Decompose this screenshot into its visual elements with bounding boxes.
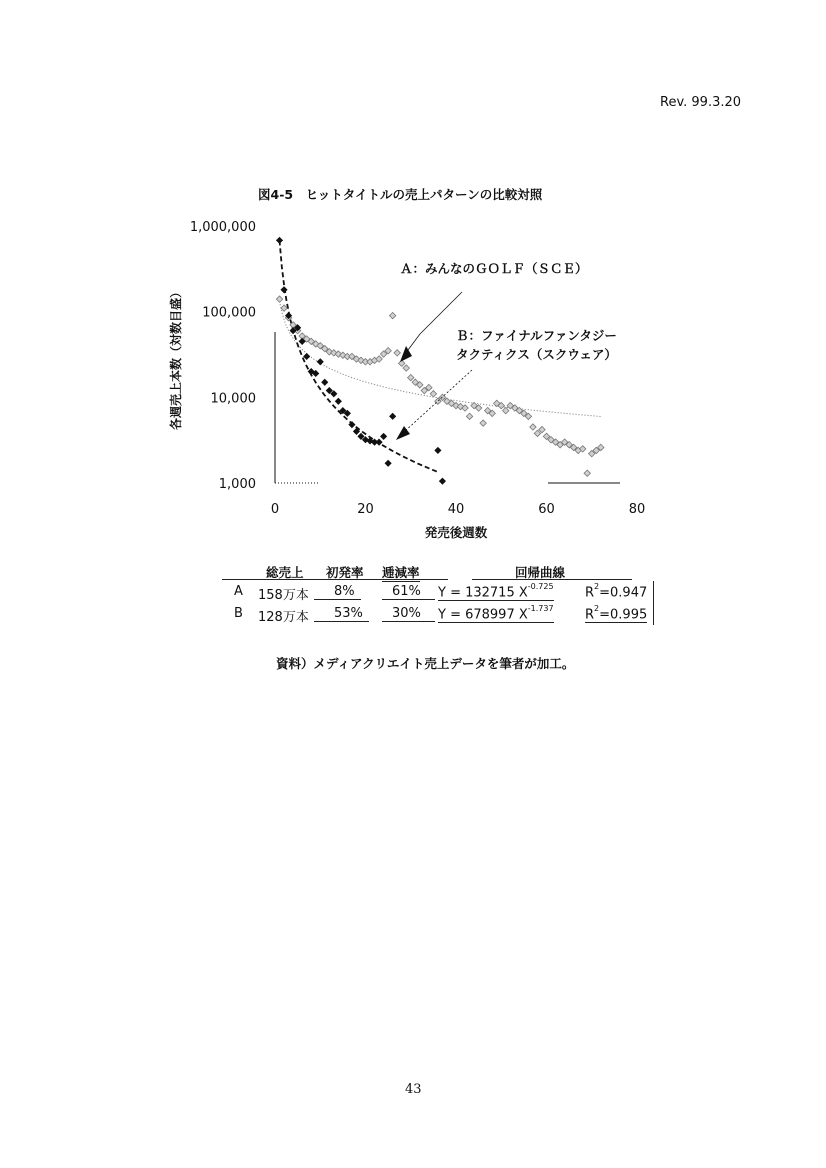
x-tick-label: 60 bbox=[538, 502, 555, 517]
figure-title: 図4-5 ヒットタイトルの売上パターンの比較対照 bbox=[258, 187, 543, 202]
stats-table bbox=[222, 563, 662, 627]
data-point-a bbox=[466, 413, 472, 419]
y-tick-label: 100,000 bbox=[202, 305, 256, 321]
row-a-initial: 8% bbox=[314, 584, 361, 600]
annotation-a-label: Ａ：みんなのＧＯＬＦ（ＳＣＥ） bbox=[400, 261, 588, 276]
data-point-a bbox=[480, 420, 486, 426]
row-b-r2: $R^2=0.995$ bbox=[585, 604, 648, 623]
data-point-b bbox=[439, 478, 445, 484]
row-b-equation: Y = 678997 $X^{-1.737}$ bbox=[438, 604, 554, 623]
y-tick-label: 1,000 bbox=[218, 477, 256, 492]
annotation-b-label-line1: Ｂ：ファイナルファンタジー bbox=[456, 328, 617, 343]
data-point-b bbox=[281, 287, 287, 293]
data-point-b bbox=[304, 353, 310, 359]
row-a-exponent: -0.725 bbox=[527, 582, 554, 591]
annotation-b-label-line2: タクティクス（スクウェア） bbox=[456, 347, 617, 362]
row-b-exponent: -1.737 bbox=[527, 604, 554, 613]
row-b-decay: 30% bbox=[382, 606, 435, 622]
data-point-b bbox=[358, 433, 364, 439]
data-point-a bbox=[503, 407, 509, 413]
data-point-a bbox=[403, 365, 409, 371]
source-note: 資料）メディアクリエイト売上データを筆者が加工。 bbox=[276, 656, 575, 671]
row-a-r2: $R^2=0.947$ bbox=[585, 582, 648, 601]
row-a-equation: Y = 132715 $X^{-0.725}$ bbox=[438, 582, 554, 601]
row-b-total: 128万本 bbox=[258, 610, 309, 625]
data-point-b bbox=[335, 398, 341, 404]
header-initial: 初発率 bbox=[326, 565, 364, 580]
x-tick-label: 80 bbox=[628, 502, 646, 517]
annotation-a-arrowhead bbox=[400, 346, 412, 362]
row-a-label: A bbox=[234, 584, 243, 599]
header-rule-right bbox=[472, 579, 632, 580]
data-point-b bbox=[381, 433, 387, 439]
row-a-decay: 61% bbox=[382, 584, 435, 600]
data-point-a bbox=[394, 350, 400, 356]
data-point-b bbox=[317, 359, 323, 365]
table-right-border bbox=[653, 581, 654, 625]
x-axis-label: 発売後週数 bbox=[424, 525, 488, 540]
x-tick-label: 20 bbox=[357, 502, 374, 517]
data-point-a bbox=[530, 424, 536, 430]
y-tick-label: 1,000,000 bbox=[189, 220, 256, 235]
header-decay: 逓減率 bbox=[382, 565, 420, 580]
row-b-label: B bbox=[234, 606, 243, 621]
data-point-a bbox=[276, 296, 282, 302]
data-point-a bbox=[539, 426, 545, 432]
x-tick-label: 0 bbox=[270, 502, 280, 517]
data-point-b bbox=[322, 379, 328, 385]
row-b-initial: 53% bbox=[314, 606, 369, 622]
data-point-a bbox=[389, 312, 395, 318]
y-tick-label: 10,000 bbox=[210, 391, 256, 407]
data-point-b bbox=[435, 447, 441, 453]
data-point-b bbox=[390, 413, 396, 419]
annotation-a-pointer-tip bbox=[408, 334, 420, 350]
header-rule bbox=[222, 579, 448, 580]
y-axis-label: 各週売上本数（対数目盛） bbox=[169, 285, 183, 431]
data-point-b bbox=[385, 460, 391, 466]
plot-area bbox=[168, 220, 645, 540]
header-regression: 回帰曲線 bbox=[515, 565, 566, 580]
data-point-a bbox=[430, 391, 436, 397]
page-number: 43 bbox=[405, 1082, 422, 1097]
row-a-total: 158万本 bbox=[258, 588, 309, 603]
revision-label: Rev. 99.3.20 bbox=[660, 95, 742, 110]
data-point-a bbox=[584, 470, 590, 476]
data-point-b bbox=[376, 439, 382, 445]
data-point-b bbox=[277, 237, 283, 243]
data-point-a bbox=[534, 430, 540, 436]
annotation-b-arrowhead bbox=[396, 426, 410, 440]
data-point-a bbox=[408, 374, 414, 380]
x-tick-label: 40 bbox=[447, 502, 465, 517]
header-total: 総売上 bbox=[266, 565, 304, 580]
